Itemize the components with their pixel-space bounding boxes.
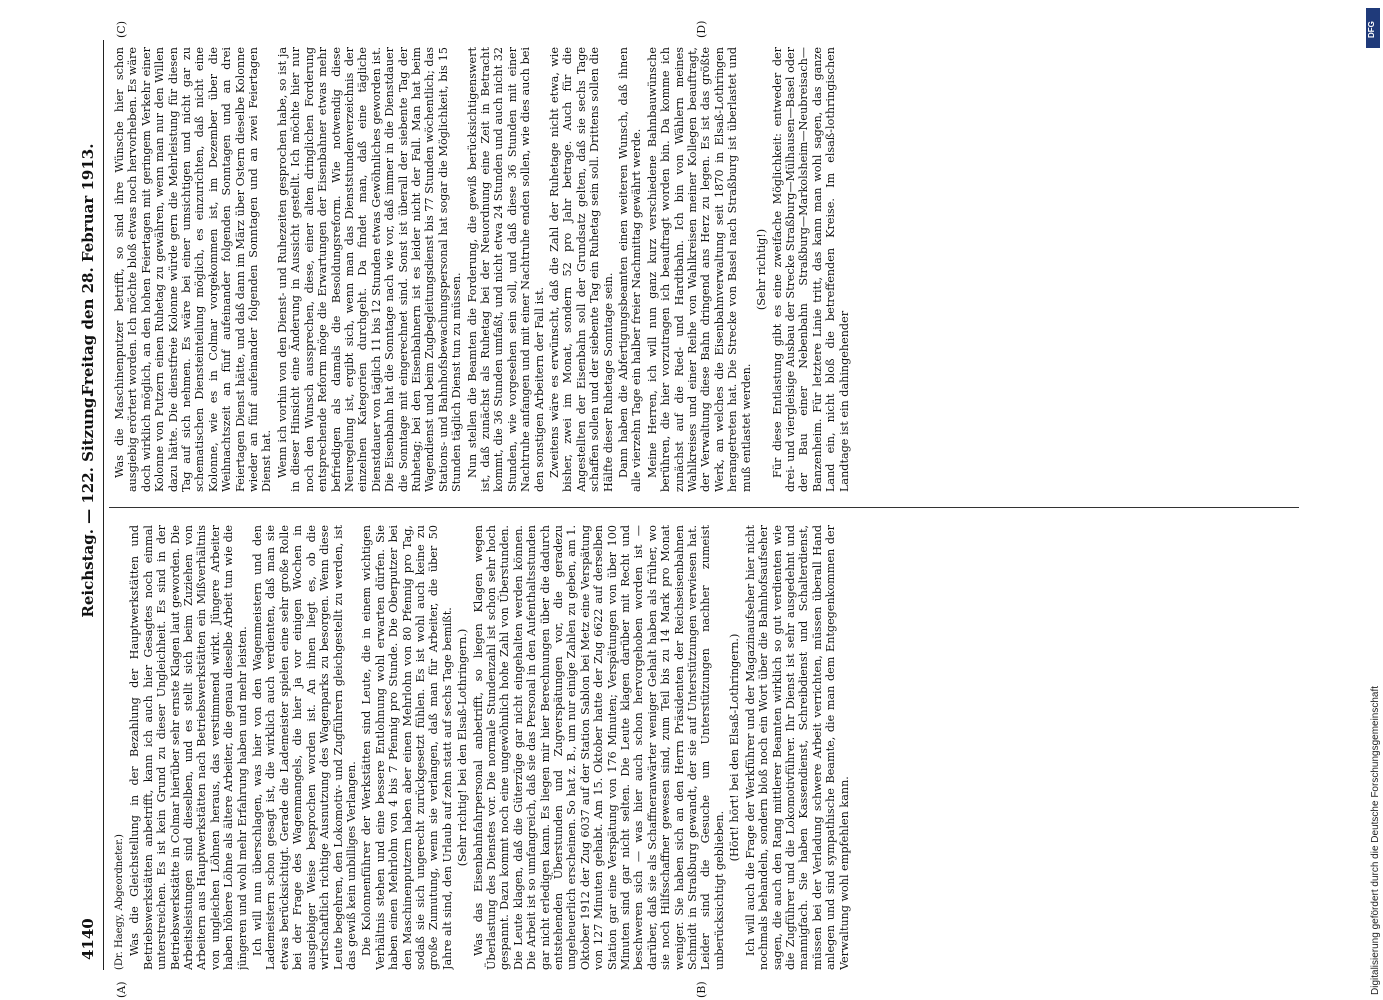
rotated-page <box>75 20 1315 998</box>
left-paragraph: Ich will auch die Frage der Werkführer und der Magazinaufseher hier nicht nochmals behandeln, sondern bloß noch ein Wort über die Bahnhofsaufseher sagen, die auch den Rang mittlerer Beamten wirklich so gut verdienten wie die Zugführer und die Lokomotivführer. Ihr Dienst ist sehr ausgedehnt und mannigfach. Sie haben Kassendienst, Schreibdienst und Schalterdienst, müssen bei der Verladung schwere Arbeit verrichten, müssen überall Hand anlegen und sind sympathische Beamte, die man dem Entgegenkommen der Verwaltung wohl empfehlen kann. <box>743 525 851 970</box>
right-paragraph: Dann haben die Abfertigungsbeamten einen weiteren Wunsch, daß ihnen alle vierzehn Tage ein halber freier Nachmittag gewährt werde. <box>617 47 644 492</box>
digitization-credit: Digitalisierung gefördert durch die Deutsche Forschungsgemeinschaft <box>1370 685 1381 995</box>
margin-marker-b: (B) <box>695 981 708 998</box>
right-paragraph: Zweitens wäre es erwünscht, daß die Zahl der Ruhetage nicht etwa, wie bisher, zwei im Monat, sondern 52 pro Jahr betrage. Auch für die Angestellten der Eisenbahn soll der Grundsatz gelten, daß sie sechs Tage schaffen sollen und der siebente Tag ein Ruhetag sein soll. Drittens sollen die Hälfte dieser Ruhetage Sonntage sein. <box>548 47 615 492</box>
speaker-label: (Dr. Haegy, Abgeordneter.) <box>114 834 125 970</box>
left-interjection: (Hört! hört! bei den Elsaß-Lothringern.) <box>728 633 742 862</box>
left-column <box>113 525 1303 970</box>
right-interjection: (Sehr richtig!) <box>755 228 769 311</box>
right-column <box>113 47 1303 492</box>
margin-marker-a: (A) <box>115 981 128 998</box>
right-paragraph: Was die Maschinenputzer betrifft, so sind ihre Wünsche hier schon ausgiebig erörtert worden. Ich möchte bloß etwas noch hervorheben. Es wäre doch wirklich möglich, an den hohen Feiertagen mit geringem Verkehr einer Kolonne von Putzern einen Ruhetag zu gewähren, wenn man nur den Willen dazu hätte. Die dienstfreie Kolonne würde gern die Mehrleistung für diesen Tag auf sich nehmen. Es wäre bei einer umsichtigen und nicht gar zu schematischen Diensteinteilung möglich, es einzurichten, daß nicht eine Kolonne, wie es in Colmar vorgekommen ist, im Dezember über die Weihnachtszeit an fünf aufeinander folgenden Sonntagen und an drei Feiertagen Dienst hätte, und daß dann im März über Ostern dieselbe Kolonne wieder an fünf aufeinander folgenden Sonntagen und an zwei Feiertagen Dienst hat. <box>113 47 274 492</box>
left-paragraph: Was das Eisenbahnfahrpersonal anbetrifft, so liegen Klagen wegen Überlastung des Dienstes vor. Die normale Stundenzahl ist schon sehr hoch gespannt. Dazu kommt noch eine ungewöhnlich hohe Zahl von Überstunden. Die Leute klagen, daß die Güterzüge gar nicht eingehalten werden können. Die Arbeit ist so umfangreich, daß sie das Personal in den Aufenthaltsstunden gar nicht erledigen kann. Es liegen mir hier Berechnungen über die dadurch entstehenden Überstunden und Zugverspätungen vor, die geradezu ungeheuerlich erscheinen. So hat z. B., um nur einige Zahlen zu geben, am 1. Oktober 1912 der Zug 6037 auf der Station Sablon bei Metz eine Verspätung von 127 Minuten gehabt. Am 15. Oktober hatte der Zug 6622 auf derselben Station gar eine Verspätung von 176 Minuten; Verspätungen von über 100 Minuten sind gar nicht selten. Die Leute klagen darüber mit Recht und beschweren sich — was hier auch schon hervorgehoben worden ist — darüber, daß sie als Schaffneranwärter weniger Gehalt haben als früher, wo sie noch Hilfsschaffner gewesen sind, zum Teil bis zu 14 Mark pro Monat weniger. Sie haben sich an den Herrn Präsidenten der Reichseisenbahnen Schmidt in Straßburg gewandt, der sie auf Unterstützungen verwiesen hat. Leider sind die Gesuche um Unterstützungen nachher zumeist unberücksichtigt geblieben. <box>471 525 726 970</box>
left-interjection: (Sehr richtig! bei den Elsaß-Lothringern.) <box>456 628 470 867</box>
right-paragraph: Nun stellen die Beamten die Forderung, die gewiß berücksichtigenswert ist, daß zunächst als Ruhetag bei der Neuordnung eine Zeit in Betracht kommt, die 36 Stunden umfaßt, und nicht etwa 24 Stunden und auch nicht 32 Stunden, wie vorgesehen sein soll, und daß diese 36 Stunden mit einer Nachtruhe anfangen und mit einer Nachtruhe enden sollen, wie dies auch bei den sonstigen Arbeitern der Fall ist. <box>465 47 546 492</box>
column-divider <box>109 507 1299 508</box>
date-header: Freitag den 28. Februar 1913. <box>79 143 97 396</box>
margin-marker-d: (D) <box>695 20 708 38</box>
page-number: 4140 <box>79 918 97 960</box>
right-paragraph: Meine Herren, ich will nun ganz kurz verschiedene Bahnbauwünsche berühren, die hier vorzutragen ich beauftragt worden bin. Da komme ich zunächst auf die Ried- und Hardtbahn. Ich bin von Wählern meines Wahlkreises und einer Reihe von Wahlkreisen meiner Kollegen beauftragt, der Verwaltung diese Bahn dringend ans Herz zu legen. Es ist das größte Werk, an welches die Eisenbahnverwaltung seit 1870 in Elsaß-Lothringen herangetreten hat. Die Strecke von Basel nach Straßburg ist überlastet und muß entlastet werden. <box>645 47 753 492</box>
session-title: Reichstag. — 122. Sitzung. <box>79 392 97 618</box>
right-paragraph: Wenn ich vorhin von den Dienst- und Ruhezeiten gesprochen habe, so ist ja in dieser Hinsicht eine Änderung in Aussicht gestellt. Ich möchte hier nur noch den Wunsch aussprechen, diese, einer alten dringlichen Forderung entsprechende Reform möge die Erwartungen der Eisenbahner etwas mehr befriedigen als damals die Besoldungsreform. Wie notwendig diese Neuregelung ist, ergibt sich, wenn man das Dienststundenverzeichnis der einzelnen Kategorien durchgeht. Da findet man, daß eine tägliche Dienstdauer von täglich 11 bis 12 Stunden etwas Gewöhnliches geworden ist. Die Eisenbahn hat die Sonntage nach wie vor, daß immer in die Dienstdauer die Sonntage mit eingerechnet sind. Sonst ist überall der siebente Tag der Ruhetag; bei den Eisenbahnern ist es leider nicht der Fall. Man hat beim Wagendienst und beim Zugbegleitungsdienst bis 77 Stunden wöchentlich; das Stations- und Bahnhofsbewachungspersonal hat sogar die Möglichkeit, bis 15 Stunden täglich Dienst tun zu müssen. <box>275 47 464 492</box>
margin-marker-c: (C) <box>115 21 128 38</box>
credit-strip <box>1370 0 1383 1000</box>
right-paragraph: Für diese Entlastung gibt es eine zweifache Möglichkeit: entweder der drei- und viergleisige Ausbau der Strecke Straßburg—Mülhausen—Basel oder der Bau einer Nebenbahn Straßburg—Markolsheim—Neubreisach—Banzenheim. Für letztere Linie tritt, das kann man wohl sagen, das ganze Land ein, nicht bloß die betreffenden Kreise. Im elsaß-lothringischen Landtage ist ein dahingehender <box>770 47 851 492</box>
left-paragraph: Die Kolonnenführer der Werkstätten sind Leute, die in einem wichtigen Verhältnis stehen und eine bessere Entlohnung wohl erwarten dürfen. Sie haben einen Mehrlohn von 4 bis 7 Pfennig pro Stunde. Die Oberputzer bei den Maschinenputzern haben aber einen Mehrlohn von 80 Pfennig pro Tag, sodaß sie sich ungerecht zurückgesetzt fühlen. Es ist wohl auch keine zu große Zumutung, wenn sie verlangen, daß man für Arbeiter, die über 50 Jahre alt sind, den Urlaub auf zehn statt auf sechs Tage bemißt. <box>360 525 454 970</box>
left-paragraph: Was die Gleichstellung in der Bezahlung der Hauptwerkstätten und Betriebswerkstätten anbetrifft, kann ich auch hier Gesagtes noch einmal unterstreichen. Es ist kein Grund zu dieser Ungleichheit. Es sind in der Betriebswerkstätte in Colmar hierüber sehr ernste Klagen laut geworden. Die Arbeitsleistungen sind dieselben, und es stellt sich beim Zuziehen von Arbeitern aus Hauptwerkstätten nach Betriebswerkstätten ein Mißverhältnis von ungleichen Löhnen heraus, das verstimmend wirkt. Jüngere Arbeiter haben höhere Löhne als ältere Arbeiter, die genau dieselbe Arbeit tun wie die jüngeren und wohl mehr Erfahrung haben und mehr leisten. <box>128 525 249 970</box>
left-paragraph: Ich will nun überschlagen, was hier von den Wagenmeistern und den Lademeistern schon gesagt ist, die wirklich auch verdienten, daß man sie etwas berücksichtigt. Gerade die Lademeister spielen eine sehr große Rolle bei der Frage des Wagenmangels, die hier ja vor einigen Wochen in ausgiebiger Weise besprochen worden ist. An ihnen liegt es, ob die wirtschaftlich richtige Ausnutzung des Wagenparks zu besorgen. Wenn diese Leute begehren, den Lokomotiv- und Zugführern gleichgestellt zu werden, ist das gewiß kein unbilliges Verlangen. <box>251 525 358 970</box>
dfg-logo-text: DFG <box>1367 21 1376 38</box>
